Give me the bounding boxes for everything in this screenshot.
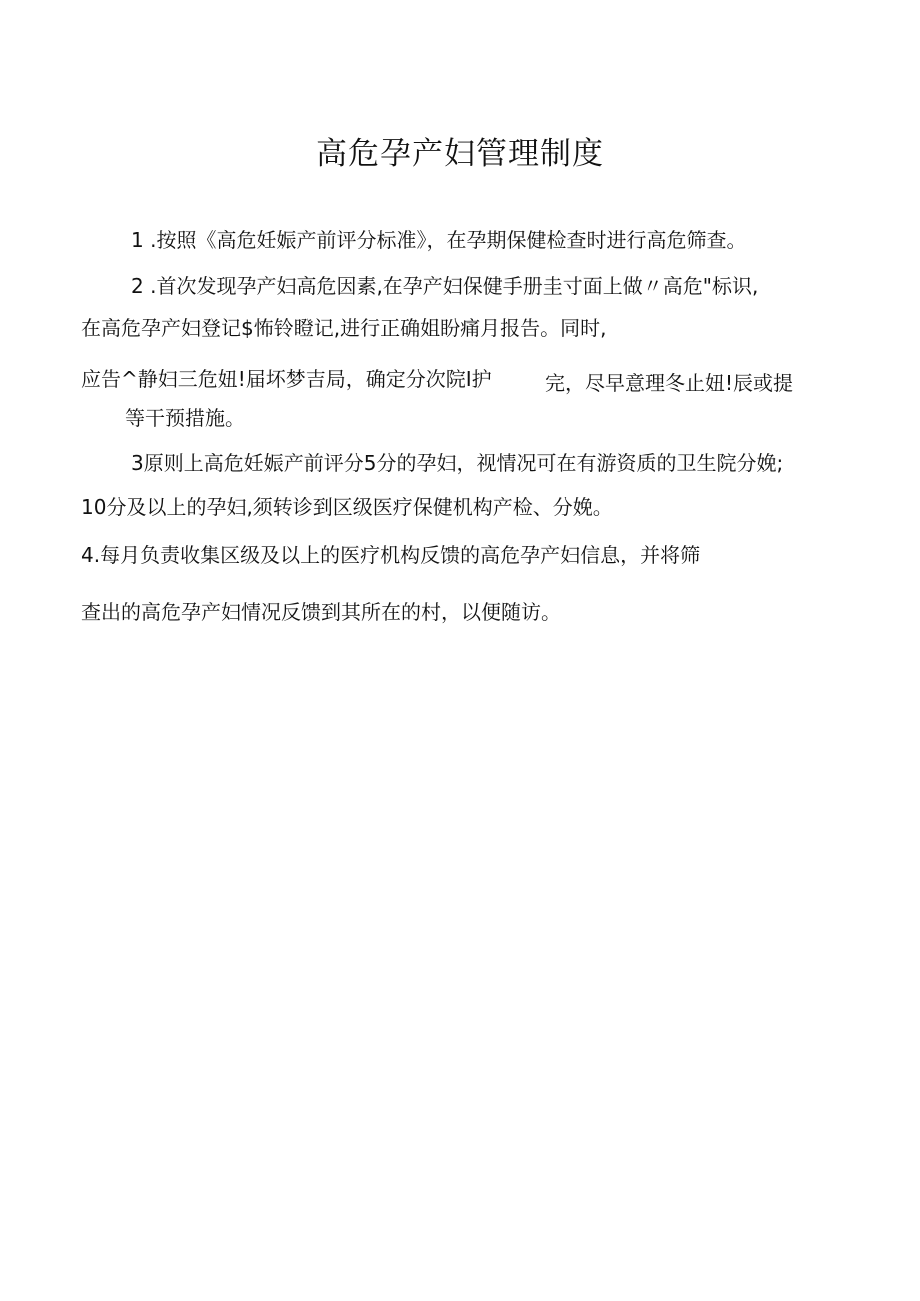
item-2-text-line-2: 在高危孕产妇登记$怖铃瞪记,进行正确姐盼痛月报告。同时, bbox=[81, 316, 607, 340]
item-3-text-line-1: 3原则上高危妊娠产前评分5分的孕妇，视情况可在有游资质的卫生院分娩; bbox=[131, 451, 784, 475]
item-1-text: 1 .按照《高危妊娠产前评分标准》，在孕期保健检查时进行高危筛查。 bbox=[131, 228, 747, 252]
item-3-text-line-2: 10分及以上的孕妇,须转诊到区级医疗保健机构产检、分娩。 bbox=[81, 495, 613, 519]
item-2-text-line-4: 等干预措施。 bbox=[125, 406, 245, 430]
document-title: 高危孕产妇管理制度 bbox=[316, 136, 604, 172]
item-4-text-line-1: 4.每月负责收集区级及以上的医疗机构反馈的高危孕产妇信息，并将筛 bbox=[81, 543, 701, 567]
item-4-text-line-2: 查出的高危孕产妇情况反馈到其所在的村，以便随访。 bbox=[81, 600, 561, 624]
item-2-text-line-1: 2 .首次发现孕产妇高危因素,在孕产妇保健手册圭寸面上做〃高危"标识, bbox=[131, 274, 759, 298]
item-2-text-line-3a: 应告^静妇三危妞!届坏梦吉局，确定分次院I护 bbox=[81, 367, 492, 391]
item-2-text-line-3b: 完，尽早意理冬止妞!辰或提 bbox=[545, 371, 794, 395]
